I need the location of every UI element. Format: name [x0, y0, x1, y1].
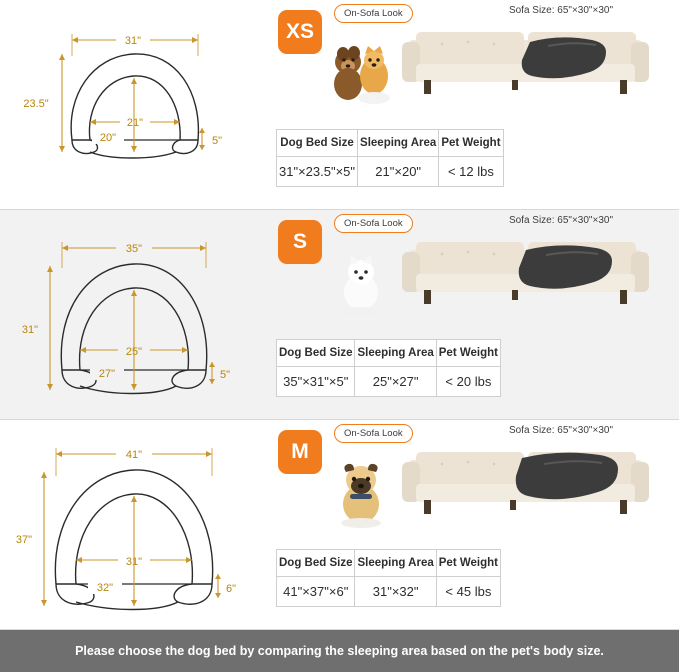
- pet-photo-m: [326, 456, 396, 528]
- pet-photo-xs: [326, 36, 396, 108]
- header-pet-weight-xs: Pet Weight: [439, 130, 503, 157]
- dim-sleep-depth-xs: 20": [99, 132, 117, 144]
- dim-bolster-xs: 5": [212, 135, 223, 147]
- header-sleeping-area-xs: Sleeping Area: [358, 130, 439, 157]
- header-bed-size-s: Dog Bed Size: [277, 340, 355, 367]
- dim-sleep-width-xs: 21": [126, 117, 144, 129]
- bed-diagram-s: [0, 210, 268, 419]
- table-row: [277, 340, 501, 367]
- spec-table-m: [276, 549, 501, 607]
- pet-photo-s: [326, 246, 396, 318]
- bed-diagram-xs: [0, 0, 268, 209]
- table-row: [277, 577, 501, 607]
- bed-diagram-svg-s: [0, 210, 268, 419]
- dim-bolster-m: 6": [226, 583, 237, 595]
- sofa-size-label-m: Sofa Size: 65"×30"×30": [508, 425, 613, 436]
- header-bed-size-xs: Dog Bed Size: [277, 130, 358, 157]
- sofa-photo-xs: [398, 18, 653, 110]
- value-sleeping-area-m: 31"×32": [355, 577, 436, 607]
- sofa-size-label-xs: Sofa Size: 65"×30"×30": [508, 5, 613, 16]
- sofa-photo-m: [398, 438, 653, 530]
- value-sleeping-area-s: 25"×27": [355, 367, 436, 397]
- value-bed-size-s: 35"×31"×5": [277, 367, 355, 397]
- header-pet-weight-m: Pet Weight: [436, 550, 500, 577]
- header-sleeping-area-s: Sleeping Area: [355, 340, 436, 367]
- bed-diagram-svg-m: [0, 420, 268, 629]
- sofa-photo-s: [398, 228, 653, 320]
- header-sleeping-area-m: Sleeping Area: [355, 550, 436, 577]
- spec-table-s: [276, 339, 501, 397]
- dim-sleep-depth-s: 27": [98, 368, 116, 380]
- on-sofa-tag-m: On-Sofa Look: [334, 424, 413, 443]
- product-panel-s: [268, 210, 679, 419]
- header-bed-size-m: Dog Bed Size: [277, 550, 355, 577]
- table-row: [277, 157, 504, 187]
- dim-width-xs: 31": [124, 35, 142, 47]
- footer-note: Please choose the dog bed by comparing the sleeping area based on the pet's body size.: [0, 630, 679, 672]
- size-badge-m: M: [278, 430, 322, 474]
- bed-diagram-m: [0, 420, 268, 629]
- dim-bolster-s: 5": [220, 369, 231, 381]
- value-pet-weight-s: < 20 lbs: [436, 367, 500, 397]
- table-row: [277, 367, 501, 397]
- size-row-s: [0, 210, 679, 420]
- sofa-size-label-s: Sofa Size: 65"×30"×30": [508, 215, 613, 226]
- on-sofa-tag-s: On-Sofa Look: [334, 214, 413, 233]
- value-bed-size-xs: 31"×23.5"×5": [277, 157, 358, 187]
- spec-table-xs: [276, 129, 504, 187]
- table-row: [277, 130, 504, 157]
- table-row: [277, 550, 501, 577]
- value-pet-weight-xs: < 12 lbs: [439, 157, 503, 187]
- on-sofa-tag-xs: On-Sofa Look: [334, 4, 413, 23]
- value-pet-weight-m: < 45 lbs: [436, 577, 500, 607]
- size-row-xs: [0, 0, 679, 210]
- dim-sleep-width-m: 31": [125, 556, 143, 568]
- dim-height-m: 37": [15, 534, 33, 546]
- value-bed-size-m: 41"×37"×6": [277, 577, 355, 607]
- dim-width-s: 35": [125, 243, 143, 255]
- dim-height-s: 31": [21, 324, 39, 336]
- size-badge-s: S: [278, 220, 322, 264]
- dim-sleep-depth-m: 32": [96, 582, 114, 594]
- header-pet-weight-s: Pet Weight: [436, 340, 500, 367]
- dim-height-xs: 23.5": [23, 98, 49, 110]
- size-badge-xs: XS: [278, 10, 322, 54]
- product-panel-m: [268, 420, 679, 629]
- product-panel-xs: [268, 0, 679, 209]
- dim-width-m: 41": [125, 449, 143, 461]
- value-sleeping-area-xs: 21"×20": [358, 157, 439, 187]
- size-row-m: [0, 420, 679, 630]
- dim-sleep-width-s: 25": [125, 346, 143, 358]
- bed-diagram-svg-xs: [0, 0, 268, 209]
